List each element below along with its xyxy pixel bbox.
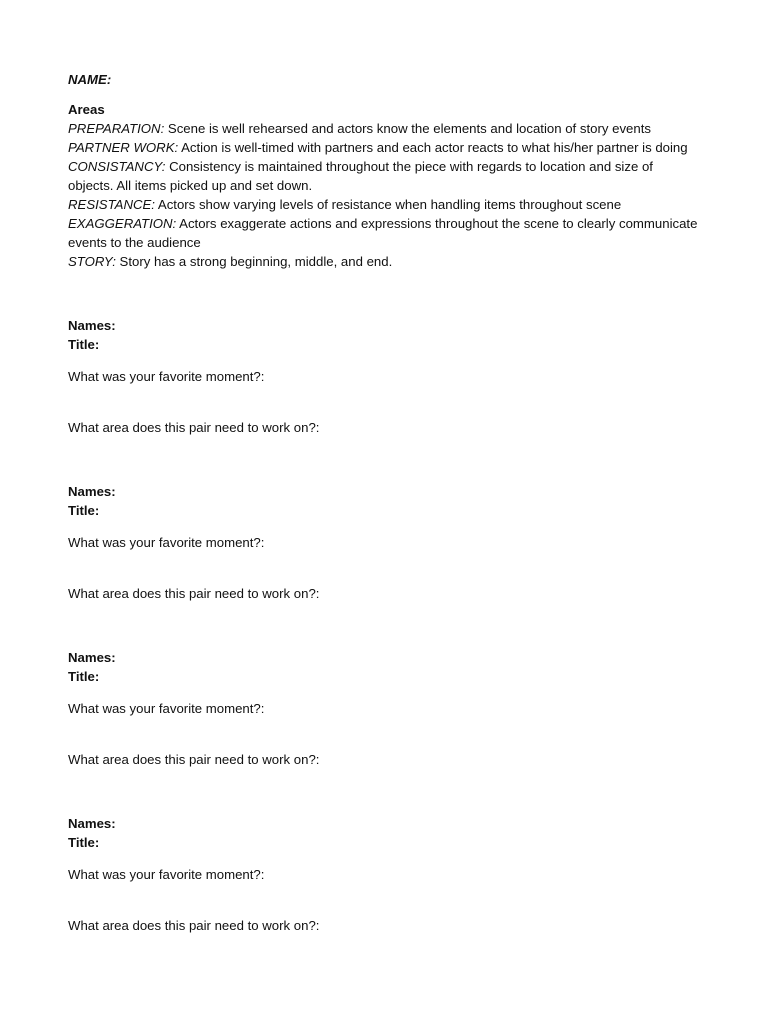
title-label: Title:	[68, 337, 100, 352]
favorite-moment-question: What was your favorite moment?:	[68, 867, 265, 882]
document-content	[68, 70, 698, 980]
title-label: Title:	[68, 669, 100, 684]
title-label: Title:	[68, 503, 100, 518]
area-item-story	[68, 252, 698, 271]
area-term: STORY:	[68, 254, 116, 269]
area-description: Action is well-timed with partners and each actor reacts to what his/her partner is doing	[178, 140, 688, 155]
area-description: Scene is well rehearsed and actors know the elements and location of story events	[164, 121, 651, 136]
title-label: Title:	[68, 835, 100, 850]
area-description: Actors exaggerate actions and expressions throughout the scene to clearly communicate events to the audience	[68, 216, 698, 250]
areas-heading: Areas	[68, 102, 105, 117]
names-label: Names:	[68, 816, 116, 831]
favorite-moment-question: What was your favorite moment?:	[68, 701, 265, 716]
area-term: PREPARATION:	[68, 121, 165, 136]
area-item-resistance	[68, 195, 698, 214]
area-item-preparation	[68, 119, 698, 138]
area-term: CONSISTANCY:	[68, 159, 166, 174]
area-item-exaggeration	[68, 214, 698, 252]
names-label: Names:	[68, 484, 116, 499]
favorite-moment-question: What was your favorite moment?:	[68, 535, 265, 550]
names-label: Names:	[68, 650, 116, 665]
work-area-question: What area does this pair need to work on?:	[68, 586, 320, 601]
evaluation-block-3	[68, 648, 698, 769]
area-item-consistancy	[68, 157, 698, 195]
name-label: NAME:	[68, 72, 112, 87]
areas-section	[68, 100, 698, 271]
evaluation-block-2	[68, 482, 698, 603]
favorite-moment-question: What was your favorite moment?:	[68, 369, 265, 384]
work-area-question: What area does this pair need to work on?:	[68, 420, 320, 435]
work-area-question: What area does this pair need to work on?:	[68, 752, 320, 767]
area-item-partner-work	[68, 138, 698, 157]
area-term: EXAGGERATION:	[68, 216, 177, 231]
area-term: RESISTANCE:	[68, 197, 155, 212]
evaluation-block-1	[68, 316, 698, 437]
work-area-question: What area does this pair need to work on?:	[68, 918, 320, 933]
area-description: Actors show varying levels of resistance when handling items throughout scene	[154, 197, 622, 212]
evaluation-block-4	[68, 814, 698, 935]
area-description: Consistency is maintained throughout the piece with regards to location and size of objects. All items picked up and set down.	[68, 159, 653, 193]
area-term: PARTNER WORK:	[68, 140, 179, 155]
area-description: Story has a strong beginning, middle, and end.	[115, 254, 393, 269]
names-label: Names:	[68, 318, 116, 333]
